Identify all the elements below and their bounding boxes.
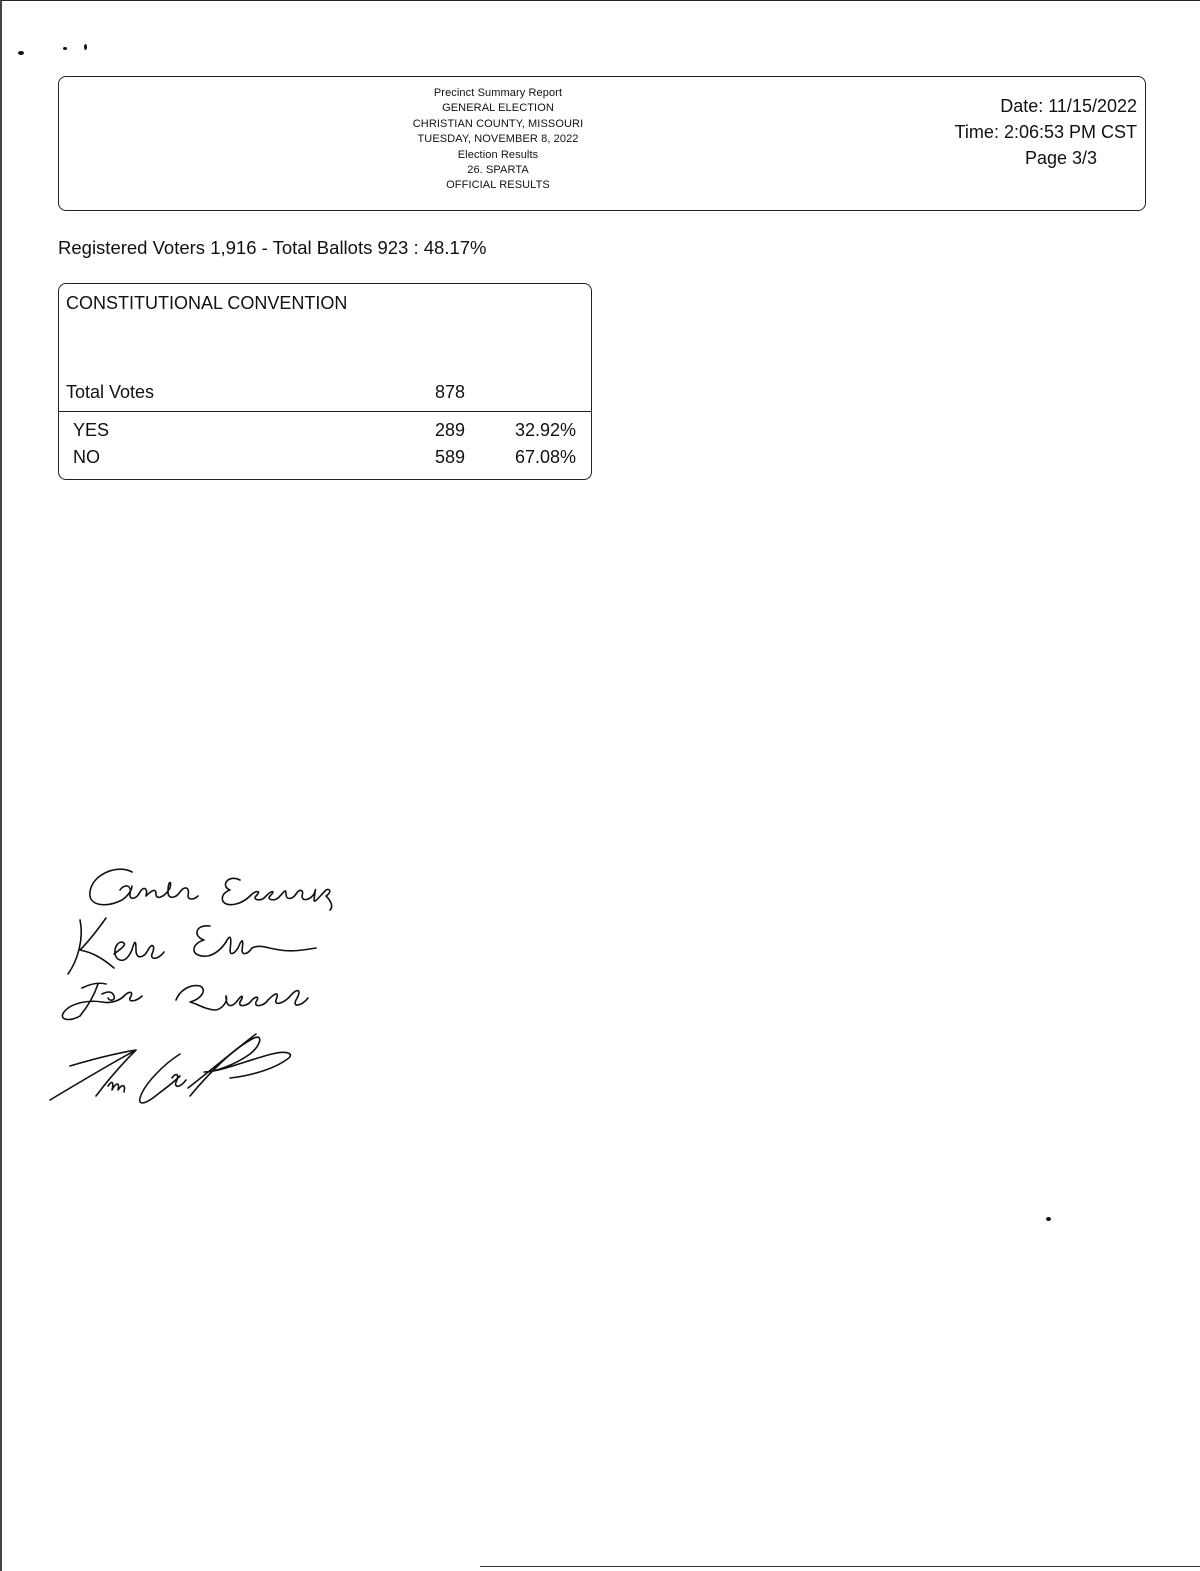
- scan-speck: [63, 47, 67, 50]
- choice-row-no: [59, 447, 591, 473]
- election-date: TUESDAY, NOVEMBER 8, 2022: [417, 133, 579, 146]
- signature-1: [90, 869, 332, 910]
- scan-speck: [84, 44, 87, 50]
- report-title: Precinct Summary Report: [433, 87, 563, 99]
- results-status: OFFICIAL RESULTS: [446, 179, 550, 192]
- scan-edge-left: [0, 0, 2, 1571]
- scan-speck: [18, 51, 24, 55]
- election-name: GENERAL ELECTION: [442, 102, 554, 115]
- report-meta: [927, 93, 1137, 171]
- signature-4: [50, 1034, 290, 1103]
- contest-title: CONSTITUTIONAL CONVENTION: [66, 293, 348, 313]
- scan-edge-top: [0, 0, 1200, 5]
- choice-name: NO: [73, 447, 100, 467]
- total-votes-value: 878: [434, 382, 465, 402]
- total-votes-label: Total Votes: [66, 382, 155, 402]
- jurisdiction: CHRISTIAN COUNTY, MISSOURI: [412, 117, 584, 130]
- report-date: Date: 11/15/2022: [1000, 96, 1137, 116]
- choice-percent: 67.08%: [514, 447, 576, 467]
- results-label: Election Results: [457, 148, 539, 161]
- choice-votes: 289: [434, 420, 465, 440]
- signature-2: [68, 918, 316, 974]
- choice-name: YES: [73, 420, 110, 440]
- precinct-name: 26. SPARTA: [467, 164, 529, 177]
- contest-box: [58, 283, 592, 480]
- signature-3: [62, 983, 308, 1019]
- scan-edge-bottom: [480, 1566, 1200, 1567]
- page-number: Page 3/3: [1024, 148, 1097, 168]
- choice-row-yes: [59, 420, 591, 446]
- choice-votes: 589: [434, 447, 465, 467]
- report-header: [58, 76, 1146, 211]
- scan-speck: [1046, 1217, 1051, 1221]
- choice-percent: 32.92%: [514, 420, 576, 440]
- signature-block: [40, 850, 400, 1120]
- contest-divider: [59, 411, 591, 412]
- report-header-title-block: [389, 86, 607, 194]
- turnout-summary: Registered Voters 1,916 - Total Ballots 923 : 48.17%: [58, 237, 487, 258]
- report-time: Time: 2:06:53 PM CST: [954, 122, 1137, 142]
